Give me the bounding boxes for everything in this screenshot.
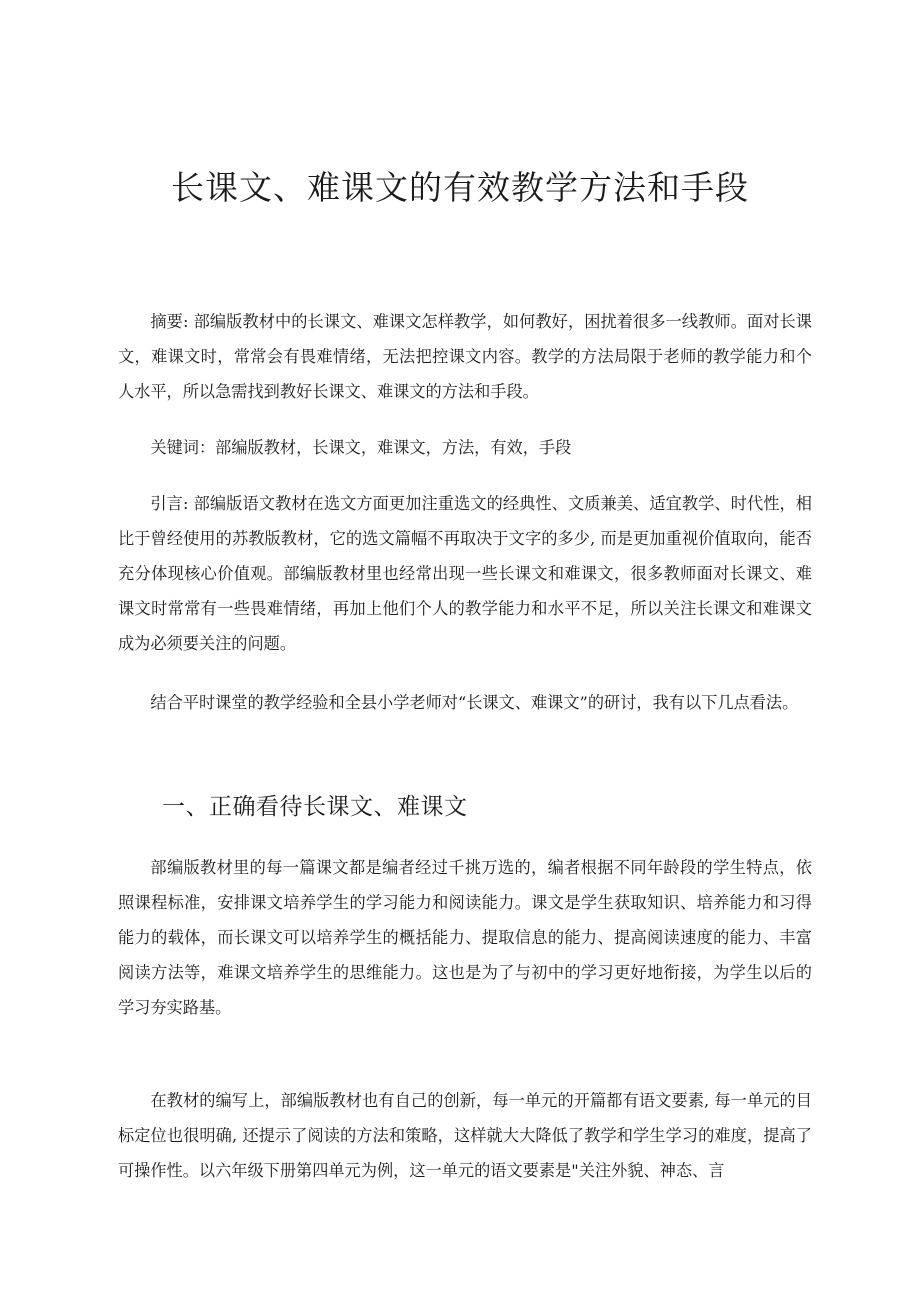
section1-paragraph-1: 部编版教材里的每一篇课文都是编者经过千挑万选的，编者根据不同年龄段的学生特点，依照课程标准，安排课文培养学生的学习能力和阅读能力。课文是学生获取知识、培养能力和习得能力的载体，而长课文可以培养学生的概括能力、提取信息的能力、提高阅读速度的能力、丰富阅读方法等，难课文培养学生的思维能力。这也是为了与初中的学习更好地衔接，为学生以后的学习夯实路基。 — [118, 858, 812, 1017]
intro-paragraph: 引言: 部编版语文教材在选文方面更加注重选文的经典性、文质兼美、适宜教学、时代性，相比于曾经使用的苏教版教材，它的选文篇幅不再取决于文字的多少, 而是更加重视价值取向，能否充分体现核心价值观。部编版教材里也经常出现一些长课文和难课文，很多教师面对长课文、难课文时常常有一些畏难情绪，再加上他们个人的教学能力和水平不足，所以关注长课文和难课文成为必须要关注的问题。 — [118, 494, 812, 653]
document-title: 长课文、难课文的有效教学方法和手段 — [171, 168, 749, 207]
combine-paragraph: 结合平时课堂的教学经验和全县小学老师对“长课文、难课文”的研讨，我有以下几点看法。 — [150, 693, 799, 712]
keywords-paragraph: 关键词：部编版教材，长课文，难课文，方法，有效，手段 — [150, 438, 572, 457]
abstract-paragraph: 摘要: 部编版教材中的长课文、难课文怎样教学，如何教好，困扰着很多一线教师。面对长课文，难课文时，常常会有畏难情绪，无法把控课文内容。教学的方法局限于老师的教学能力和个人水平，所以急需找到教好长课文、难课文的方法和手段。 — [118, 312, 812, 401]
section1-paragraph-2: 在教材的编写上，部编版教材也有自己的创新，每一单元的开篇都有语文要素, 每一单元的目标定位也很明确, 还提示了阅读的方法和策略，这样就大大降低了教学和学生学习的难度，提高了可操作性。以六年级下册第四单元为例，这一单元的语文要素是"关注外貌、神态、言 — [118, 1091, 812, 1180]
section-heading-1: 一、正确看待长课文、难课文 — [162, 794, 468, 820]
